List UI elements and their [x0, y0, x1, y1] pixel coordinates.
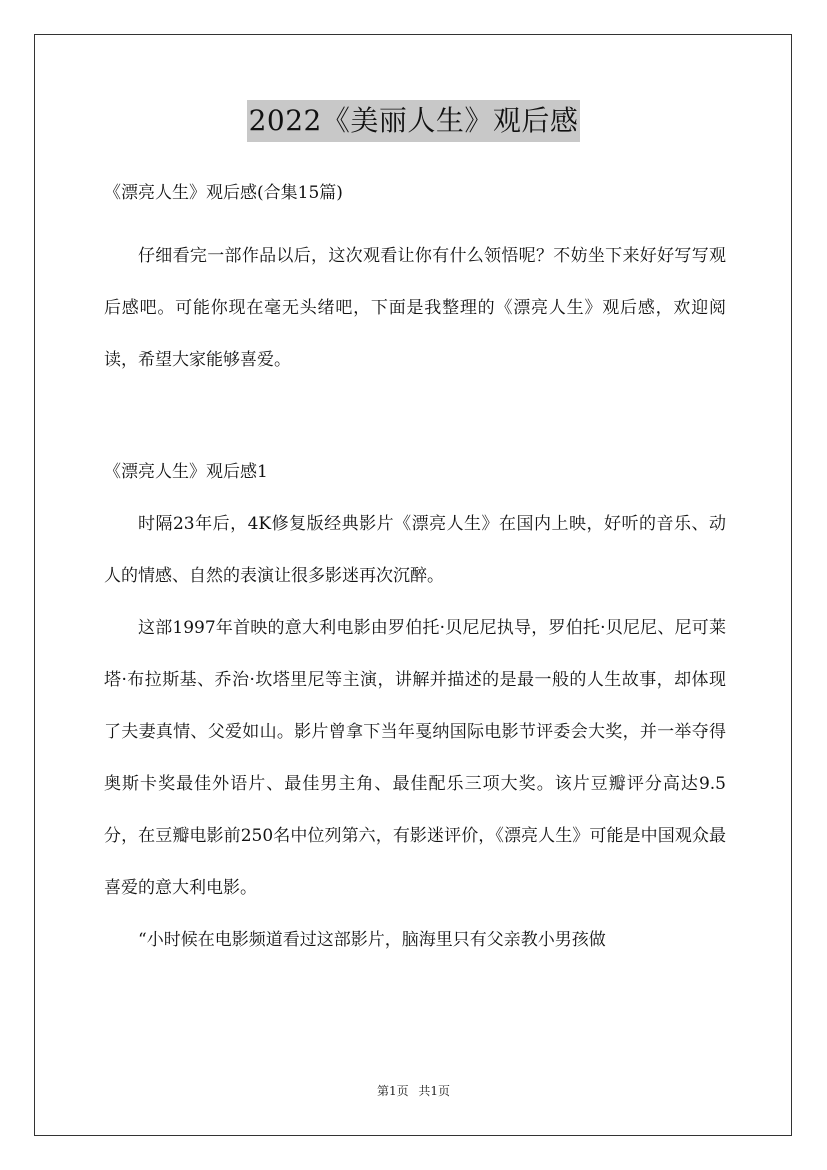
body-paragraph: 这部1997年首映的意大利电影由罗伯托·贝尼尼执导，罗伯托·贝尼尼、尼可莱塔·布拉斯基、乔治·坎塔里尼等主演，讲解并描述的是最一般的人生故事，却体现了夫妻真情、父爱如山。影片曾拿下当年戛纳国际电影节评委会大奖，并一举夺得奥斯卡奖最佳外语片、最佳男主角、最佳配乐三项大奖。该片豆瓣评分高达9.5分，在豆瓣电影前250名中位列第六，有影迷评价，《漂亮人生》可能是中国观众最喜爱的意大利电影。 [104, 618, 726, 898]
intro-paragraph: 仔细看完一部作品以后，这次观看让你有什么领悟呢？不妨坐下来好好写写观后感吧。可能你现在毫无头绪吧，下面是我整理的《漂亮人生》观后感，欢迎阅读，希望大家能够喜爱。 [104, 246, 726, 370]
document-title-text: 2022《美丽人生》观后感 [247, 100, 581, 142]
body-paragraph: “小时候在电影频道看过这部影片，脑海里只有父亲教小男孩做 [138, 930, 606, 950]
document-title [0, 100, 827, 142]
page-footer [0, 1082, 827, 1099]
document-subtitle: 《漂亮人生》观后感(合集15篇) [104, 183, 343, 203]
document-body [104, 174, 726, 966]
body-paragraph: 时隔23年后，4K修复版经典影片《漂亮人生》在国内上映，好听的音乐、动人的情感、自然的表演让很多影迷再次沉醉。 [104, 514, 726, 586]
page-number: 第1页 [376, 1084, 409, 1098]
section-heading: 《漂亮人生》观后感1 [104, 462, 268, 482]
page-total: 共1页 [418, 1084, 451, 1098]
